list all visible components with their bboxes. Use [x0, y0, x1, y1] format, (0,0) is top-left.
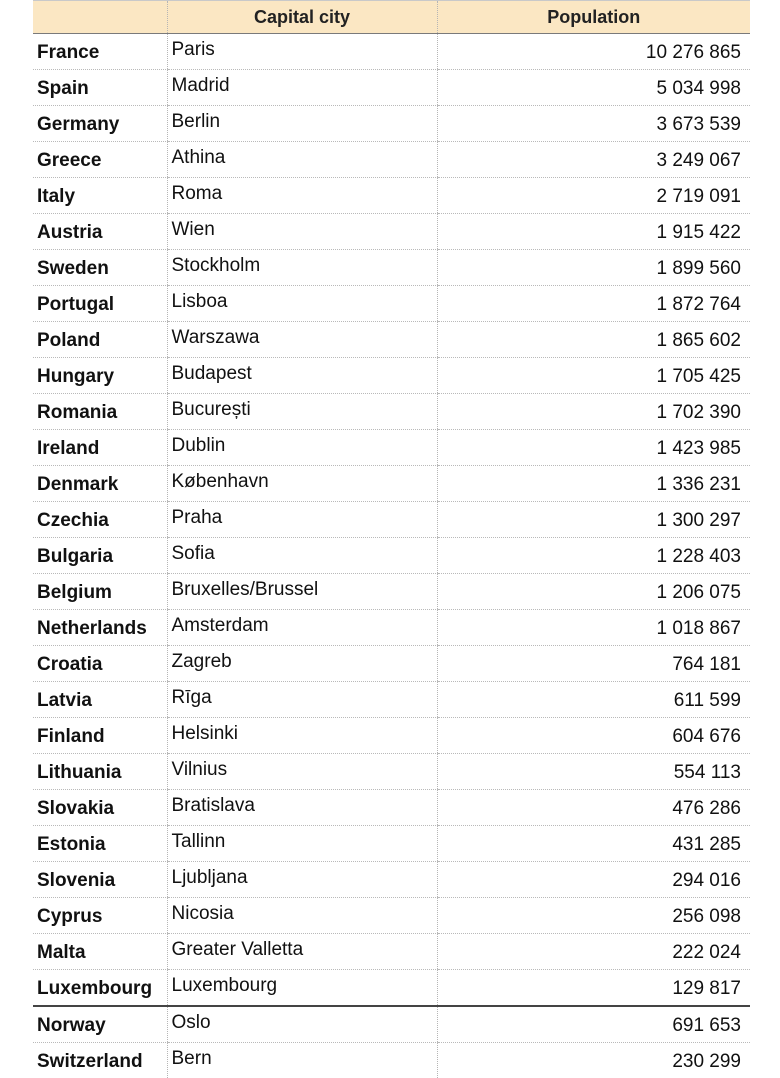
- population-cell: 3 673 539: [437, 106, 750, 142]
- population-cell: 1 300 297: [437, 502, 750, 538]
- table-row: [33, 358, 750, 394]
- population-cell: 10 276 865: [437, 34, 750, 70]
- population-cell: 1 336 231: [437, 466, 750, 502]
- table-row: [33, 826, 750, 862]
- country-cell: Denmark: [33, 466, 167, 502]
- capital-cell: Bruxelles/Brussel: [167, 574, 437, 610]
- table-row: [33, 466, 750, 502]
- capital-cell: București: [167, 394, 437, 430]
- capital-cell: Praha: [167, 502, 437, 538]
- capital-cell: Madrid: [167, 70, 437, 106]
- table-row: [33, 286, 750, 322]
- table-row: [33, 1043, 750, 1078]
- table-header: [33, 1, 750, 34]
- header-capital-city: Capital city: [167, 1, 437, 34]
- table-row: [33, 790, 750, 826]
- country-cell: Estonia: [33, 826, 167, 862]
- table-row: [33, 538, 750, 574]
- population-cell: 230 299: [437, 1043, 750, 1078]
- population-cell: 611 599: [437, 682, 750, 718]
- table-row: [33, 754, 750, 790]
- country-cell: Italy: [33, 178, 167, 214]
- table-row: [33, 646, 750, 682]
- capital-cell: Bratislava: [167, 790, 437, 826]
- population-cell: 1 018 867: [437, 610, 750, 646]
- population-cell: 1 705 425: [437, 358, 750, 394]
- population-cell: 1 865 602: [437, 322, 750, 358]
- country-cell: Czechia: [33, 502, 167, 538]
- header-population: Population: [437, 1, 750, 34]
- population-cell: 256 098: [437, 898, 750, 934]
- capital-cell: København: [167, 466, 437, 502]
- country-cell: Germany: [33, 106, 167, 142]
- capital-cell: Oslo: [167, 1006, 437, 1043]
- population-cell: 691 653: [437, 1006, 750, 1043]
- country-cell: Switzerland: [33, 1043, 167, 1078]
- capital-cell: Amsterdam: [167, 610, 437, 646]
- capital-cell: Dublin: [167, 430, 437, 466]
- population-cell: 476 286: [437, 790, 750, 826]
- country-cell: Bulgaria: [33, 538, 167, 574]
- population-cell: 1 899 560: [437, 250, 750, 286]
- capital-cell: Tallinn: [167, 826, 437, 862]
- capital-cell: Roma: [167, 178, 437, 214]
- capital-cell: Zagreb: [167, 646, 437, 682]
- capital-cell: Ljubljana: [167, 862, 437, 898]
- table-row: [33, 610, 750, 646]
- capital-cell: Paris: [167, 34, 437, 70]
- capital-cell: Sofia: [167, 538, 437, 574]
- header-row: [33, 1, 750, 34]
- country-cell: Sweden: [33, 250, 167, 286]
- population-cell: 5 034 998: [437, 70, 750, 106]
- country-cell: Latvia: [33, 682, 167, 718]
- country-cell: Ireland: [33, 430, 167, 466]
- table-row: [33, 862, 750, 898]
- table-row: [33, 718, 750, 754]
- table-row: [33, 70, 750, 106]
- table-row: [33, 502, 750, 538]
- country-cell: Lithuania: [33, 754, 167, 790]
- country-cell: Romania: [33, 394, 167, 430]
- country-cell: Finland: [33, 718, 167, 754]
- country-cell: Belgium: [33, 574, 167, 610]
- country-cell: France: [33, 34, 167, 70]
- population-cell: 294 016: [437, 862, 750, 898]
- population-cell: 1 915 422: [437, 214, 750, 250]
- capital-cell: Berlin: [167, 106, 437, 142]
- country-cell: Malta: [33, 934, 167, 970]
- table-row: [33, 430, 750, 466]
- table-row: [33, 970, 750, 1007]
- capital-cell: Wien: [167, 214, 437, 250]
- table-row: [33, 34, 750, 70]
- capital-cell: Rīga: [167, 682, 437, 718]
- population-cell: 222 024: [437, 934, 750, 970]
- table-row: [33, 394, 750, 430]
- country-cell: Croatia: [33, 646, 167, 682]
- table-row: [33, 106, 750, 142]
- table-row: [33, 682, 750, 718]
- capital-cell: Stockholm: [167, 250, 437, 286]
- table-row: [33, 898, 750, 934]
- table-row: [33, 178, 750, 214]
- country-cell: Slovakia: [33, 790, 167, 826]
- table-row: [33, 142, 750, 178]
- population-cell: 1 206 075: [437, 574, 750, 610]
- country-cell: Hungary: [33, 358, 167, 394]
- other-rows-group: [33, 1006, 750, 1078]
- header-country: [33, 1, 167, 34]
- table-row: [33, 250, 750, 286]
- capitals-population-table: [33, 0, 750, 1078]
- table-row: [33, 322, 750, 358]
- eu-rows-group: [33, 34, 750, 1007]
- table-row: [33, 1006, 750, 1043]
- capital-cell: Warszawa: [167, 322, 437, 358]
- population-cell: 2 719 091: [437, 178, 750, 214]
- capital-cell: Helsinki: [167, 718, 437, 754]
- population-cell: 1 228 403: [437, 538, 750, 574]
- population-cell: 431 285: [437, 826, 750, 862]
- capital-cell: Budapest: [167, 358, 437, 394]
- country-cell: Austria: [33, 214, 167, 250]
- capital-cell: Vilnius: [167, 754, 437, 790]
- country-cell: Greece: [33, 142, 167, 178]
- table-row: [33, 214, 750, 250]
- capital-cell: Bern: [167, 1043, 437, 1078]
- population-cell: 604 676: [437, 718, 750, 754]
- population-cell: 3 249 067: [437, 142, 750, 178]
- population-cell: 1 872 764: [437, 286, 750, 322]
- country-cell: Slovenia: [33, 862, 167, 898]
- country-cell: Norway: [33, 1006, 167, 1043]
- capital-cell: Lisboa: [167, 286, 437, 322]
- country-cell: Portugal: [33, 286, 167, 322]
- population-cell: 1 423 985: [437, 430, 750, 466]
- country-cell: Spain: [33, 70, 167, 106]
- population-cell: 129 817: [437, 970, 750, 1007]
- country-cell: Luxembourg: [33, 970, 167, 1007]
- country-cell: Poland: [33, 322, 167, 358]
- table-row: [33, 934, 750, 970]
- country-cell: Netherlands: [33, 610, 167, 646]
- table-row: [33, 574, 750, 610]
- population-cell: 764 181: [437, 646, 750, 682]
- capital-cell: Nicosia: [167, 898, 437, 934]
- capital-cell: Athina: [167, 142, 437, 178]
- capital-cell: Luxembourg: [167, 970, 437, 1007]
- capitals-table-container: [33, 0, 750, 1078]
- population-cell: 1 702 390: [437, 394, 750, 430]
- capital-cell: Greater Valletta: [167, 934, 437, 970]
- country-cell: Cyprus: [33, 898, 167, 934]
- population-cell: 554 113: [437, 754, 750, 790]
